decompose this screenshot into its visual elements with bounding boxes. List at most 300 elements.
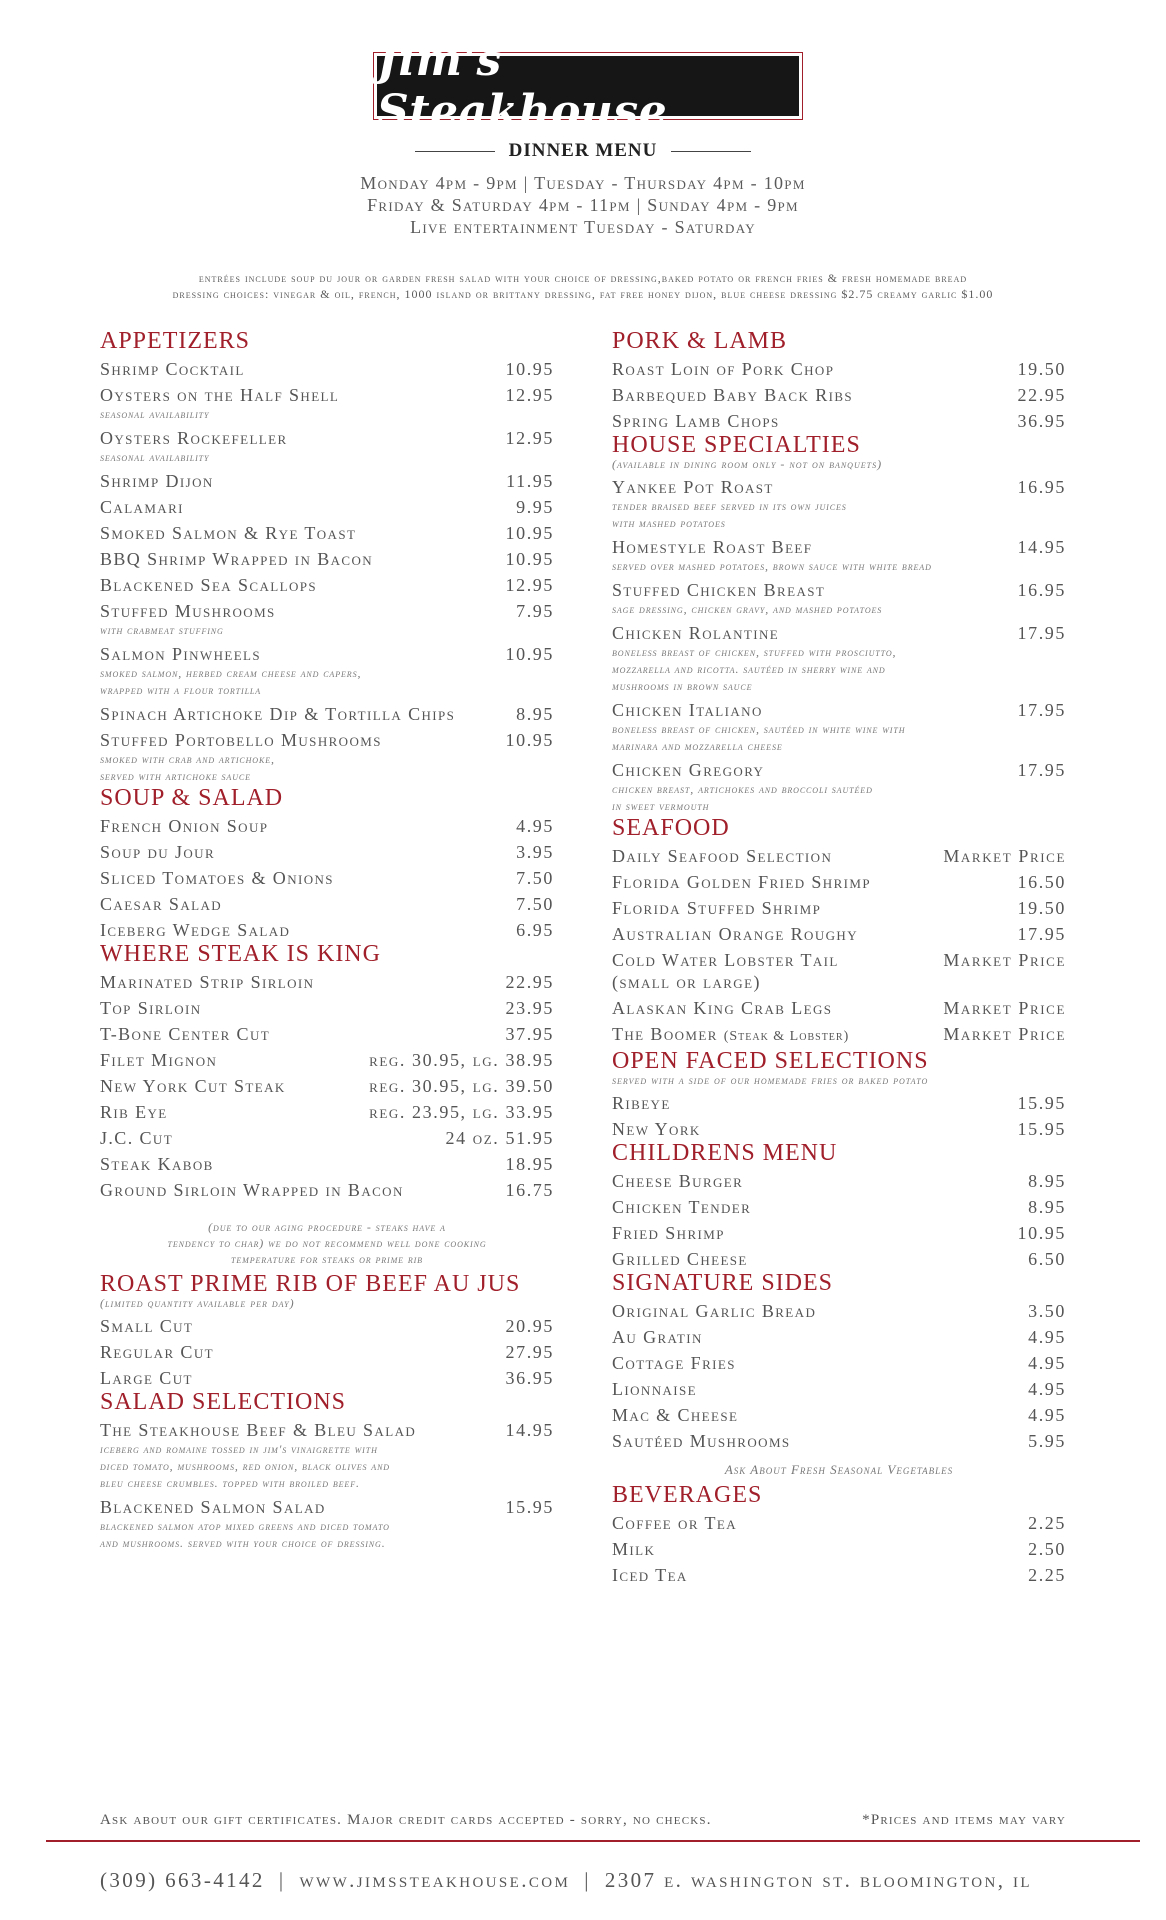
menu-item [100, 600, 554, 639]
menu-item-row [612, 1352, 1066, 1374]
item-price: 2.25 [1028, 1565, 1066, 1585]
item-name [612, 871, 871, 893]
menu-item-row [100, 1367, 554, 1389]
item-name-text: Oysters on the Half Shell [100, 385, 340, 405]
category-title: CHILDRENS MENU [612, 1140, 838, 1166]
menu-item [100, 427, 554, 466]
item-name-text: Blackened Sea Scallops [100, 575, 317, 595]
item-name-text: French Onion Soup [100, 816, 269, 836]
menu-item-row [100, 1179, 554, 1201]
menu-item [100, 815, 554, 837]
category-title: SOUP & SALAD [100, 785, 284, 811]
item-name-text: Small Cut [100, 1316, 194, 1336]
item-name [100, 971, 314, 993]
item-name [612, 358, 834, 380]
menu-column-left [100, 328, 554, 1552]
item-description: iceberg and romaine tossed in jim's vinaigrette with [100, 1442, 378, 1456]
menu-item [612, 1170, 1066, 1192]
section-seafood [612, 815, 1066, 1048]
footer-note-right: *Prices and items may vary [862, 1812, 1066, 1828]
item-name-text: BBQ Shrimp Wrapped in Bacon [100, 549, 374, 569]
menu-item-row [100, 1419, 554, 1441]
menu-item [612, 476, 1066, 532]
menu-item-row [100, 548, 554, 570]
section-footnote-line: temperature for steaks or prime rib [231, 1252, 423, 1266]
item-name-text: Oysters Rockefeller [100, 428, 288, 448]
item-name [612, 579, 825, 601]
item-name [612, 410, 780, 432]
menu-item-row [100, 893, 554, 915]
item-name [100, 384, 339, 406]
item-price: 12.95 [505, 575, 554, 595]
item-name [612, 1170, 743, 1192]
item-name-text: Mac & Cheese [612, 1405, 739, 1425]
menu-item-row [100, 574, 554, 596]
item-name-text: Top Sirloin [100, 998, 202, 1018]
item-price: 7.50 [516, 868, 554, 888]
item-description: blackened salmon atop mixed greens and diced tomato [100, 1519, 390, 1533]
item-name-text: Cottage Fries [612, 1353, 736, 1373]
menu-item-row [100, 1153, 554, 1175]
item-price: 17.95 [1017, 760, 1066, 780]
item-name-text: Au Gratin [612, 1327, 703, 1347]
menu-item-row [612, 1564, 1066, 1586]
item-name [612, 1404, 738, 1426]
menu-item-row [612, 1248, 1066, 1270]
item-name [100, 841, 215, 863]
section-open-faced [612, 1048, 1066, 1140]
item-name [612, 1092, 671, 1114]
item-description: mozzarella and ricotta. sautéed in sherry wine and [612, 662, 886, 676]
item-price: 10.95 [505, 359, 554, 379]
item-name [100, 1023, 270, 1045]
phone: (309) 663-4142 [100, 1868, 265, 1892]
item-price: Market Price [943, 950, 1066, 970]
dinner-menu-title: DINNER MENU [508, 140, 658, 161]
item-name-text: Shrimp Dijon [100, 471, 214, 491]
item-name [612, 622, 779, 644]
item-name-text: Regular Cut [100, 1342, 214, 1362]
item-name [612, 897, 821, 919]
item-name-text: Soup du Jour [100, 842, 216, 862]
footer-divider [46, 1840, 1140, 1842]
menu-item-row [100, 703, 554, 725]
menu-item [100, 548, 554, 570]
menu-item-row [100, 729, 554, 751]
menu-item-row [100, 1496, 554, 1518]
menu-item-row [100, 1023, 554, 1045]
item-name [100, 1127, 173, 1149]
menu-item [612, 1196, 1066, 1218]
section-prime-rib [100, 1271, 554, 1389]
item-price: 27.95 [505, 1342, 554, 1362]
item-name [100, 729, 382, 751]
item-name [100, 1367, 193, 1389]
item-name [612, 759, 764, 781]
item-name-text: Alaskan King Crab Legs [612, 998, 833, 1018]
item-name-text: Chicken Italiano [612, 700, 763, 720]
item-description: diced tomato, mushrooms, red onion, black olives and [100, 1459, 390, 1473]
item-description: served over mashed potatoes, brown sauce with white bread [612, 559, 932, 573]
item-name-text: Ground Sirloin Wrapped in Bacon [100, 1180, 404, 1200]
item-name [100, 574, 317, 596]
menu-item [612, 1222, 1066, 1244]
item-description: boneless breast of chicken, stuffed with prosciutto, [612, 645, 897, 659]
entree-note [0, 270, 1166, 302]
menu-item [100, 643, 554, 699]
menu-item [100, 841, 554, 863]
item-price: 6.50 [1028, 1249, 1066, 1269]
item-name-text: Chicken Tender [612, 1197, 752, 1217]
item-price: reg. 30.95, lg. 39.50 [369, 1076, 554, 1096]
item-name-text: Homestyle Roast Beef [612, 537, 813, 557]
item-price: 8.95 [1028, 1197, 1066, 1217]
menu-item-row [612, 410, 1066, 432]
menu-item-row [612, 1430, 1066, 1452]
item-price: 10.95 [505, 644, 554, 664]
item-price: 10.95 [505, 549, 554, 569]
menu-item [100, 919, 554, 941]
item-name-text: Florida Golden Fried Shrimp [612, 872, 871, 892]
menu-item [100, 1127, 554, 1149]
item-name [100, 1153, 214, 1175]
item-price: 10.95 [1017, 1223, 1066, 1243]
menu-item-row [612, 1023, 1066, 1048]
menu-item [100, 1496, 554, 1552]
item-name-text: Sliced Tomatoes & Onions [100, 868, 334, 888]
item-price: 15.95 [505, 1497, 554, 1517]
item-name [100, 867, 334, 889]
item-price: 8.95 [516, 704, 554, 724]
menu-item [100, 470, 554, 492]
category-note: (limited quantity available per day) [100, 1296, 295, 1310]
menu-item [100, 893, 554, 915]
item-name [100, 1315, 193, 1337]
menu-item-row [100, 384, 554, 406]
menu-item [612, 1564, 1066, 1586]
item-name [612, 1512, 737, 1534]
menu-item-row [100, 427, 554, 449]
item-price: 19.50 [1017, 359, 1066, 379]
menu-item [612, 845, 1066, 867]
menu-item [100, 703, 554, 725]
category-title: BEVERAGES [612, 1482, 763, 1508]
item-name-text: Iced Tea [612, 1565, 688, 1585]
category-title: SEAFOOD [612, 815, 730, 841]
menu-item-row [100, 1049, 554, 1071]
menu-item-row [612, 622, 1066, 644]
item-price: 15.95 [1017, 1119, 1066, 1139]
menu-item-row [100, 470, 554, 492]
category-note: served with a side of our homemade fries or baked potato [612, 1073, 929, 1087]
item-name [612, 1300, 816, 1322]
item-price: 4.95 [1028, 1405, 1066, 1425]
item-name [612, 997, 832, 1019]
item-name-text: Iceberg Wedge Salad [100, 920, 291, 940]
item-price: 3.50 [1028, 1301, 1066, 1321]
item-price: 6.95 [516, 920, 554, 940]
website-link[interactable]: www.jimssteakhouse.com [299, 1868, 571, 1892]
item-name-text: Original Garlic Bread [612, 1301, 817, 1321]
item-price: 3.95 [516, 842, 554, 862]
item-name [100, 427, 288, 449]
menu-item [612, 622, 1066, 695]
item-price: Market Price [943, 998, 1066, 1018]
menu-item-row [612, 476, 1066, 498]
menu-item-row [612, 1512, 1066, 1534]
item-name [100, 893, 222, 915]
category-title: WHERE STEAK IS KING [100, 941, 381, 967]
item-name-text: Caesar Salad [100, 894, 223, 914]
item-price: 37.95 [505, 1024, 554, 1044]
separator: | [584, 1868, 591, 1892]
item-description: mushrooms in brown sauce [612, 679, 753, 693]
item-name [612, 1023, 849, 1048]
item-description: seasonal availability [100, 407, 210, 421]
item-price: reg. 23.95, lg. 33.95 [369, 1102, 554, 1122]
item-name-text: Filet Mignon [100, 1050, 218, 1070]
item-price: 16.95 [1017, 477, 1066, 497]
category-title: HOUSE SPECIALTIES [612, 432, 861, 458]
item-description: wrapped with a flour tortilla [100, 683, 262, 697]
hours-line: Live entertainment Tuesday - Saturday [410, 217, 756, 237]
menu-item-row [612, 871, 1066, 893]
item-name-text: Milk [612, 1539, 656, 1559]
item-name [100, 1496, 326, 1518]
item-name-text: New York [612, 1119, 701, 1139]
item-price: 8.95 [1028, 1171, 1066, 1191]
item-price: 17.95 [1017, 623, 1066, 643]
item-name [100, 358, 245, 380]
category-note: (available in dining room only - not on banquets) [612, 457, 883, 471]
menu-item [100, 384, 554, 423]
item-price: 9.95 [516, 497, 554, 517]
section-footnote [100, 1219, 554, 1267]
menu-item-row [612, 358, 1066, 380]
menu-item-row [100, 522, 554, 544]
item-name-text: Blackened Salmon Salad [100, 1497, 326, 1517]
menu-item [612, 1300, 1066, 1322]
item-price: 4.95 [1028, 1353, 1066, 1373]
menu-item-row [612, 1196, 1066, 1218]
item-description: smoked salmon, herbed cream cheese and capers, [100, 666, 362, 680]
hours-line: Monday 4pm - 9pm | Tuesday - Thursday 4pm - 10pm [360, 173, 806, 193]
item-description: and mushrooms. served with your choice of dressing. [100, 1536, 386, 1550]
menu-item-row [100, 815, 554, 837]
menu-item [612, 759, 1066, 815]
category-title: SALAD SELECTIONS [100, 1389, 347, 1415]
item-name [100, 815, 268, 837]
item-name [612, 1248, 748, 1270]
menu-item [100, 1075, 554, 1097]
menu-item [100, 1153, 554, 1175]
item-price: 2.50 [1028, 1539, 1066, 1559]
menu-item-row [100, 971, 554, 993]
menu-item [100, 1023, 554, 1045]
menu-item-row [100, 1075, 554, 1097]
item-price: 2.25 [1028, 1513, 1066, 1533]
item-name [612, 1118, 701, 1140]
item-price: 15.95 [1017, 1093, 1066, 1113]
menu-item-row [612, 579, 1066, 601]
heading-rule-left [415, 151, 495, 152]
item-name [100, 1419, 416, 1441]
item-description: smoked with crab and artichoke, [100, 752, 275, 766]
section-house-specialties [612, 432, 1066, 815]
item-name-text: Lionnaise [612, 1379, 697, 1399]
item-price: reg. 30.95, lg. 38.95 [369, 1050, 554, 1070]
menu-item-row [612, 845, 1066, 867]
menu-item [100, 496, 554, 518]
item-price: 17.95 [1017, 700, 1066, 720]
item-name [612, 1196, 751, 1218]
item-description: tender braised beef served in its own juices [612, 499, 847, 513]
category-title: OPEN FACED SELECTIONS [612, 1048, 929, 1074]
menu-item [100, 867, 554, 889]
item-price: Market Price [943, 846, 1066, 866]
menu-item [612, 699, 1066, 755]
item-name [100, 1341, 214, 1363]
hours [0, 172, 1166, 238]
item-name-text: Marinated Strip Sirloin [100, 972, 315, 992]
hours-line: Friday & Saturday 4pm - 11pm | Sunday 4pm - 9pm [367, 195, 799, 215]
menu-item-row [612, 536, 1066, 558]
item-name [100, 1075, 286, 1097]
item-price: 36.95 [1017, 411, 1066, 431]
menu-item-row [100, 600, 554, 622]
item-name-text: Stuffed Portobello Mushrooms [100, 730, 382, 750]
menu-item-row [612, 1538, 1066, 1560]
item-name-text: Australian Orange Roughy [612, 924, 858, 944]
item-name [100, 997, 202, 1019]
item-price: 11.95 [506, 471, 554, 491]
item-description: seasonal availability [100, 450, 210, 464]
menu-item [612, 897, 1066, 919]
item-name-text: Chicken Gregory [612, 760, 765, 780]
menu-item-row [612, 1092, 1066, 1114]
item-price: 16.95 [1017, 580, 1066, 600]
menu-item-row [612, 949, 1066, 971]
menu-item [100, 1367, 554, 1389]
item-name-text: Large Cut [100, 1368, 193, 1388]
item-price: 5.95 [1028, 1431, 1066, 1451]
section-footnote: Ask About Fresh Seasonal Vegetables [724, 1462, 954, 1477]
item-price: 12.95 [505, 428, 554, 448]
item-name [612, 1430, 791, 1452]
menu-item-row [612, 1404, 1066, 1426]
menu-item-row [612, 1222, 1066, 1244]
item-name [100, 548, 373, 570]
menu-item-row [612, 759, 1066, 781]
heading-rule-right [671, 151, 751, 152]
item-name [612, 476, 774, 498]
menu-item-row [612, 1300, 1066, 1322]
item-name-text: Chicken Rolantine [612, 623, 780, 643]
item-name-text: Coffee or Tea [612, 1513, 737, 1533]
item-name [612, 536, 812, 558]
menu-item [100, 1315, 554, 1337]
menu-item [100, 729, 554, 785]
item-name-text: Yankee Pot Roast [612, 477, 774, 497]
item-name-text: Smoked Salmon & Rye Toast [100, 523, 357, 543]
item-description: served with artichoke sauce [100, 769, 251, 783]
item-name-text: Ribeye [612, 1093, 671, 1113]
menu-item [612, 1023, 1066, 1048]
item-price: 20.95 [505, 1316, 554, 1336]
dinner-menu-heading [0, 140, 1166, 162]
menu-column-right [612, 328, 1066, 1586]
item-price: 7.50 [516, 894, 554, 914]
section-sides [612, 1270, 1066, 1478]
menu-item-row [100, 1101, 554, 1123]
menu-item-row [612, 1170, 1066, 1192]
entree-note-line: dressing choices: vinegar & oil, french, 1000 island or brittany dressing, fat free honey dijon, blue cheese dressing $2.75 creamy garlic $1.00 [172, 287, 994, 301]
separator: | [278, 1868, 286, 1892]
menu-item [100, 574, 554, 596]
menu-item [612, 1538, 1066, 1560]
menu-item [612, 1430, 1066, 1452]
menu-item [612, 923, 1066, 945]
item-price: 16.50 [1017, 872, 1066, 892]
item-name [612, 949, 839, 971]
menu-item [100, 358, 554, 380]
item-name-text: Barbequed Baby Back Ribs [612, 385, 854, 405]
menu-item-row [612, 384, 1066, 406]
menu-item-row [100, 496, 554, 518]
item-name-text: Salmon Pinwheels [100, 644, 262, 664]
menu-item [100, 971, 554, 993]
item-price: 19.50 [1017, 898, 1066, 918]
menu-item [100, 1341, 554, 1363]
item-name-text: Sautéed Mushrooms [612, 1431, 791, 1451]
menu-item [612, 1512, 1066, 1534]
item-name-text: Grilled Cheese [612, 1249, 748, 1269]
menu-item [612, 949, 1066, 993]
menu-item-row [100, 358, 554, 380]
menu-item-row [100, 643, 554, 665]
item-name-text: Roast Loin of Pork Chop [612, 359, 835, 379]
menu-item-row [100, 997, 554, 1019]
item-name-qualifier: (Steak & Lobster) [723, 1029, 850, 1044]
menu-item-row [100, 919, 554, 941]
category-title: SIGNATURE SIDES [612, 1270, 834, 1296]
item-price: Market Price [943, 1024, 1066, 1044]
item-price: 18.95 [505, 1154, 554, 1174]
menu-item [612, 997, 1066, 1019]
section-beverages [612, 1482, 1066, 1586]
section-childrens [612, 1140, 1066, 1270]
item-price: 17.95 [1017, 924, 1066, 944]
item-price: 14.95 [505, 1420, 554, 1440]
item-name [100, 1049, 217, 1071]
item-description: with mashed potatoes [612, 516, 726, 530]
item-name-text: Shrimp Cocktail [100, 359, 245, 379]
menu-item-row [100, 841, 554, 863]
item-name [612, 384, 853, 406]
item-name-text: J.C. Cut [100, 1128, 174, 1148]
item-name-text: Rib Eye [100, 1102, 168, 1122]
menu-item-row [612, 923, 1066, 945]
item-name-text: Steak Kabob [100, 1154, 214, 1174]
menu-item [100, 1419, 554, 1492]
menu-item-row [100, 1127, 554, 1149]
menu-item-row [100, 1315, 554, 1337]
section-salad-selections [100, 1389, 554, 1552]
menu-item [612, 410, 1066, 432]
item-name-text: New York Cut Steak [100, 1076, 286, 1096]
menu-item [612, 536, 1066, 575]
item-name [612, 1564, 688, 1586]
